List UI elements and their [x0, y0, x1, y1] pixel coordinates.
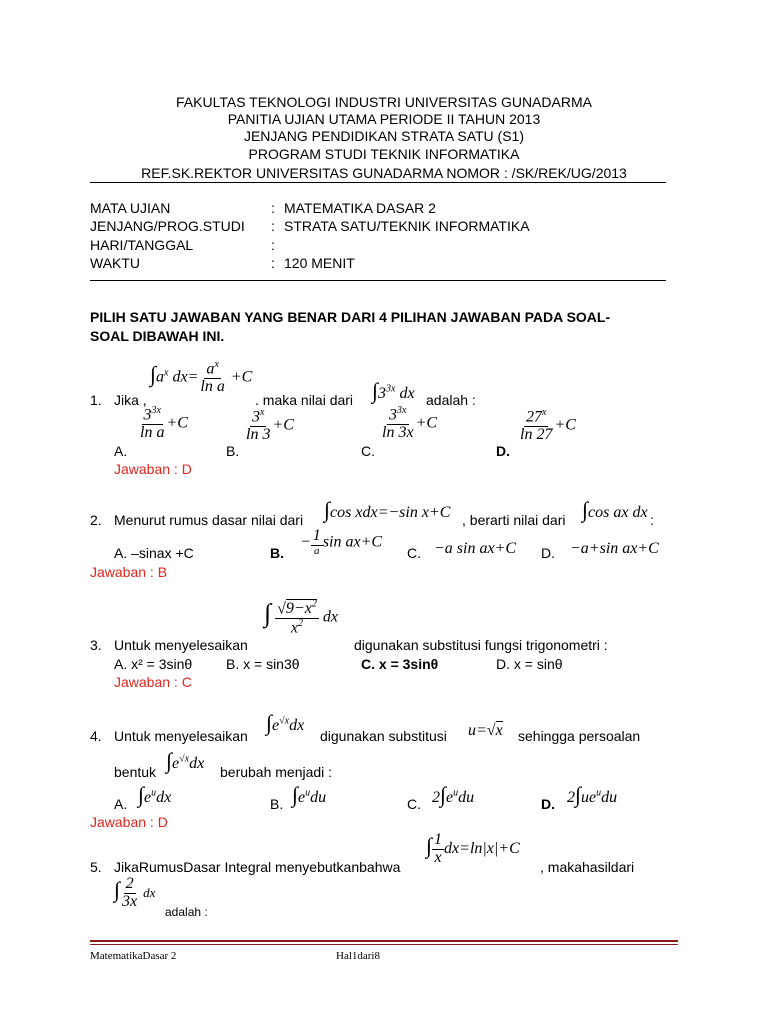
question-text: , makahasildari — [540, 859, 635, 875]
info-sep: : — [271, 237, 275, 253]
question-text: adalah : — [426, 392, 476, 408]
formula-integral-2-over-3x: ∫ $\frac{2}{3x}$ dx — [114, 875, 156, 910]
formula-integral-ax: $\int a^x$ dx= $\frac{a^x}{\text{ln a}}$ +C — [150, 359, 253, 396]
question-text: Untuk menyelesaikan — [114, 728, 248, 744]
option-a: A. x² = 3sinθ — [114, 656, 193, 672]
question-text: Menurut rumus dasar nilai dari — [114, 512, 304, 528]
option-d-formula: $2\int ue^udu$ — [567, 782, 618, 807]
option-d-label: D. — [541, 545, 555, 561]
option-b-formula: $\frac{3^x}{\ln 3}$ +C — [246, 407, 294, 444]
question-text: bentuk — [114, 764, 157, 780]
formula-integral-cosx: ∫cos xdx=−sin x+C — [324, 497, 451, 522]
option-a-formula: $\frac{3^{3x}}{\text{ln a}}$ +C — [140, 405, 188, 442]
formula-integral-3-3x: $\int 3^{3x}$ dx — [372, 378, 415, 403]
answer-text: Jawaban : D — [114, 461, 192, 477]
option-c-formula: −a sin ax+C — [434, 540, 517, 557]
answer-text: Jawaban : D — [90, 814, 168, 830]
option-b-formula: − $\frac{1}{a}$ sin ax+C — [300, 527, 383, 557]
question-text: adalah : — [165, 905, 208, 919]
option-b-label: B. — [226, 443, 240, 459]
question-number: 3. — [90, 637, 102, 653]
option-b-formula: $\int e^udu$ — [292, 782, 327, 807]
option-a: A. –sinax +C — [114, 545, 194, 561]
info-sep: : — [271, 200, 275, 216]
footer-page: Hal1dari8 — [336, 950, 380, 962]
option-d-formula: $\frac{27^x}{\ln 27}$ +C — [520, 407, 576, 444]
formula-u-sqrtx: u=√x — [468, 722, 503, 739]
info-label-hari: HARI/TANGGAL — [90, 237, 194, 253]
question-number: 5. — [90, 859, 102, 875]
question-text: , berarti nilai dari — [462, 512, 566, 528]
header-line-1: FAKULTAS TEKNOLOGI INDUSTRI UNIVERSITAS GUNADARMA — [176, 94, 592, 110]
question-number: 2. — [90, 512, 102, 528]
option-c-label: C. — [361, 443, 375, 459]
question-text: : — [650, 512, 654, 528]
info-label-mata-ujian: MATA UJIAN — [90, 200, 171, 216]
option-c-formula: $2\int e^udu$ — [432, 782, 475, 807]
footer-course: MatematikaDasar 2 — [90, 950, 177, 962]
question-number: 4. — [90, 728, 102, 744]
question-text: digunakan substitusi fungsi trigonometri : — [354, 637, 608, 653]
option-c-label: C. — [407, 545, 421, 561]
formula-integral-e-sqrtx: $\int e^{√x}dx$ — [266, 710, 305, 735]
option-c-formula: $\frac{3^{3x}}{\ln 3x}$ +C — [382, 405, 438, 442]
option-d-formula: −a+sin ax+C — [570, 540, 659, 557]
option-a-formula: $\int e^udx$ — [138, 782, 172, 807]
formula-integral-sqrt: ∫ $\frac{√9-x^2}{x^2}$ dx — [264, 598, 338, 637]
option-b-label: B. — [270, 796, 284, 812]
option-d-label: D. — [541, 796, 555, 812]
info-value-waktu: 120 MENIT — [284, 255, 355, 271]
footer-rule — [90, 944, 678, 945]
question-text: berubah menjadi : — [220, 764, 333, 780]
option-a-label: A. — [114, 443, 128, 459]
question-text: Untuk menyelesaikan — [114, 637, 248, 653]
formula-integral-e-sqrtx: $\int e^{√x}dx$ — [166, 748, 205, 773]
question-number: 1. — [90, 392, 102, 408]
info-rule — [90, 280, 666, 281]
option-c-label: C. — [407, 796, 421, 812]
option-c: C. x = 3sinθ — [361, 656, 439, 672]
info-value-jenjang: STRATA SATU/TEKNIK INFORMATIKA — [284, 218, 530, 234]
option-a-label: A. — [114, 796, 128, 812]
question-text: . maka nilai dari — [255, 392, 354, 408]
formula-integral-1-over-x: ∫ $\frac{1}{x}$ dx=ln|x|+C — [426, 831, 520, 866]
question-text: Jika , — [114, 392, 147, 408]
instruction-line-2: SOAL DIBAWAH INI. — [90, 328, 225, 344]
answer-text: Jawaban : C — [114, 674, 192, 690]
info-label-waktu: WAKTU — [90, 255, 141, 271]
info-sep: : — [271, 218, 275, 234]
info-value-mata-ujian: MATEMATIKA DASAR 2 — [284, 200, 436, 216]
question-text: sehingga persoalan — [518, 728, 641, 744]
footer-rule — [90, 940, 678, 942]
answer-text: Jawaban : B — [90, 564, 168, 580]
option-d: D. x = sinθ — [496, 656, 563, 672]
info-sep: : — [271, 255, 275, 271]
question-text: JikaRumusDasar Integral menyebutkanbahwa — [114, 859, 401, 875]
header-rule — [90, 182, 666, 183]
option-d-label: D. — [496, 443, 510, 459]
header-line-3: JENJANG PENDIDIKAN STRATA SATU (S1) — [243, 128, 525, 144]
option-b: B. x = sin3θ — [226, 656, 300, 672]
info-label-jenjang: JENJANG/PROG.STUDI — [90, 218, 245, 234]
header-line-2: PANITIA UJIAN UTAMA PERIODE II TAHUN 2013 — [227, 111, 541, 127]
question-text: digunakan substitusi — [320, 728, 447, 744]
header-line-5: REF.SK.REKTOR UNIVERSITAS GUNADARMA NOMOR : /SK/REK/UG/2013 — [141, 165, 627, 181]
instruction-line-1: PILIH SATU JAWABAN YANG BENAR DARI 4 PILIHAN JAWABAN PADA SOAL- — [90, 309, 611, 325]
header-line-4: PROGRAM STUDI TEKNIK INFORMATIKA — [248, 146, 520, 162]
formula-integral-cosax: ∫cos ax dx — [582, 497, 648, 522]
option-b-label: B. — [270, 545, 284, 561]
